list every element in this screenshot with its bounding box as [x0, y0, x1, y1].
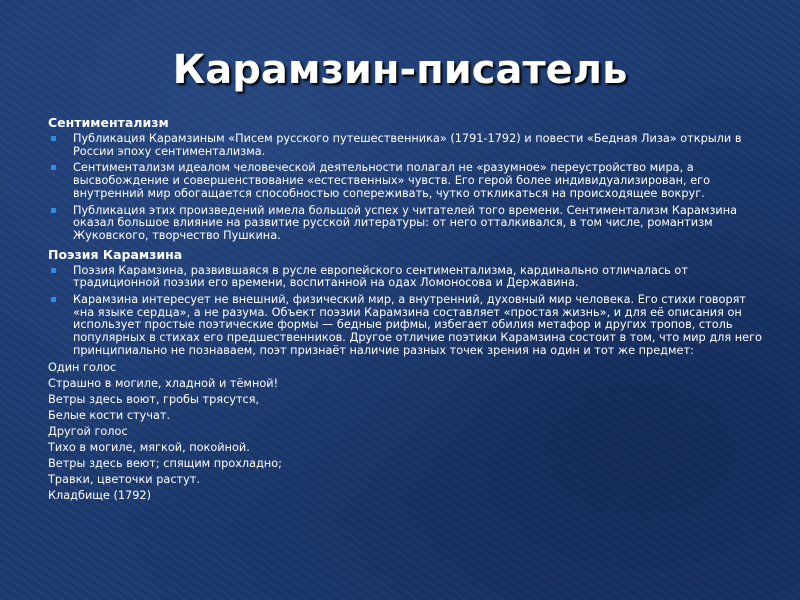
bullet-item: Публикация этих произведений имела большой успех у читателей того времени. Сентиментализм Карамзина оказал большое влияние на развитие русской литературы: от него отталкивался, в том числе, романтизм Жуковского, творчество Пушкина. [48, 205, 768, 243]
bullet-list-sentimentalism [48, 133, 768, 243]
poem-block [48, 362, 768, 503]
bullet-item: Карамзина интересует не внешний, физический мир, а внутренний, духовный мир человека. Его стихи говорят «на языке сердца», а не разума. Объект поэзии Карамзина составляет «простая жизнь», и для её описания он использует простые поэтические формы — бедные рифмы, избегает обилия метафор и других тропов, столь популярных в стихах его предшественников. Другое отличие поэтики Карамзина состоит в том, что мир для него принципиально не познаваем, поэт признаёт наличие разных точек зрения на один и тот же предмет: [48, 294, 768, 358]
slide-title: Карамзин-писатель [172, 47, 628, 93]
poem-line: Белые кости стучат. [48, 408, 171, 422]
poem-line: Один голос [48, 360, 117, 374]
bullet-item: Сентиментализм идеалом человеческой деятельности полагал не «разумное» переустройство мира, а высвобождение и совершенствование «естественных» чувств. Его герой более индивидуализирован, его внутренний мир обогащается способностью сопереживать, чутко откликаться на происходящее вокруг. [48, 162, 768, 200]
poem-line: Ветры здесь веют; спящим прохладно; [48, 457, 282, 471]
section-heading-sentimentalism: Сентиментализм [48, 115, 169, 130]
slide-content [48, 115, 768, 506]
section-heading-poetry: Поэзия Карамзина [48, 246, 183, 262]
poem-line: Ветры здесь воют, гробы трясутся, [48, 392, 260, 406]
bullet-item: Поэзия Карамзина, развившаяся в русле европейского сентиментализма, кардинально отличалась от традиционной поэзии его времени, воспитанной на одах Ломоносова и Державина. [48, 265, 768, 290]
bullet-list-poetry [48, 265, 768, 358]
poem-line: Кладбище (1792) [48, 489, 152, 503]
poem-line: Другой голос [48, 424, 128, 438]
bullet-item: Публикация Карамзиным «Писем русского путешественника» (1791-1792) и повести «Бедная Лиза» открыли в России эпоху сентиментализма. [48, 133, 768, 158]
poem-line: Тихо в могиле, мягкой, покойной. [48, 441, 250, 455]
poem-line: Травки, цветочки растут. [48, 473, 200, 487]
poem-line: Страшно в могиле, хладной и тёмной! [48, 376, 279, 390]
